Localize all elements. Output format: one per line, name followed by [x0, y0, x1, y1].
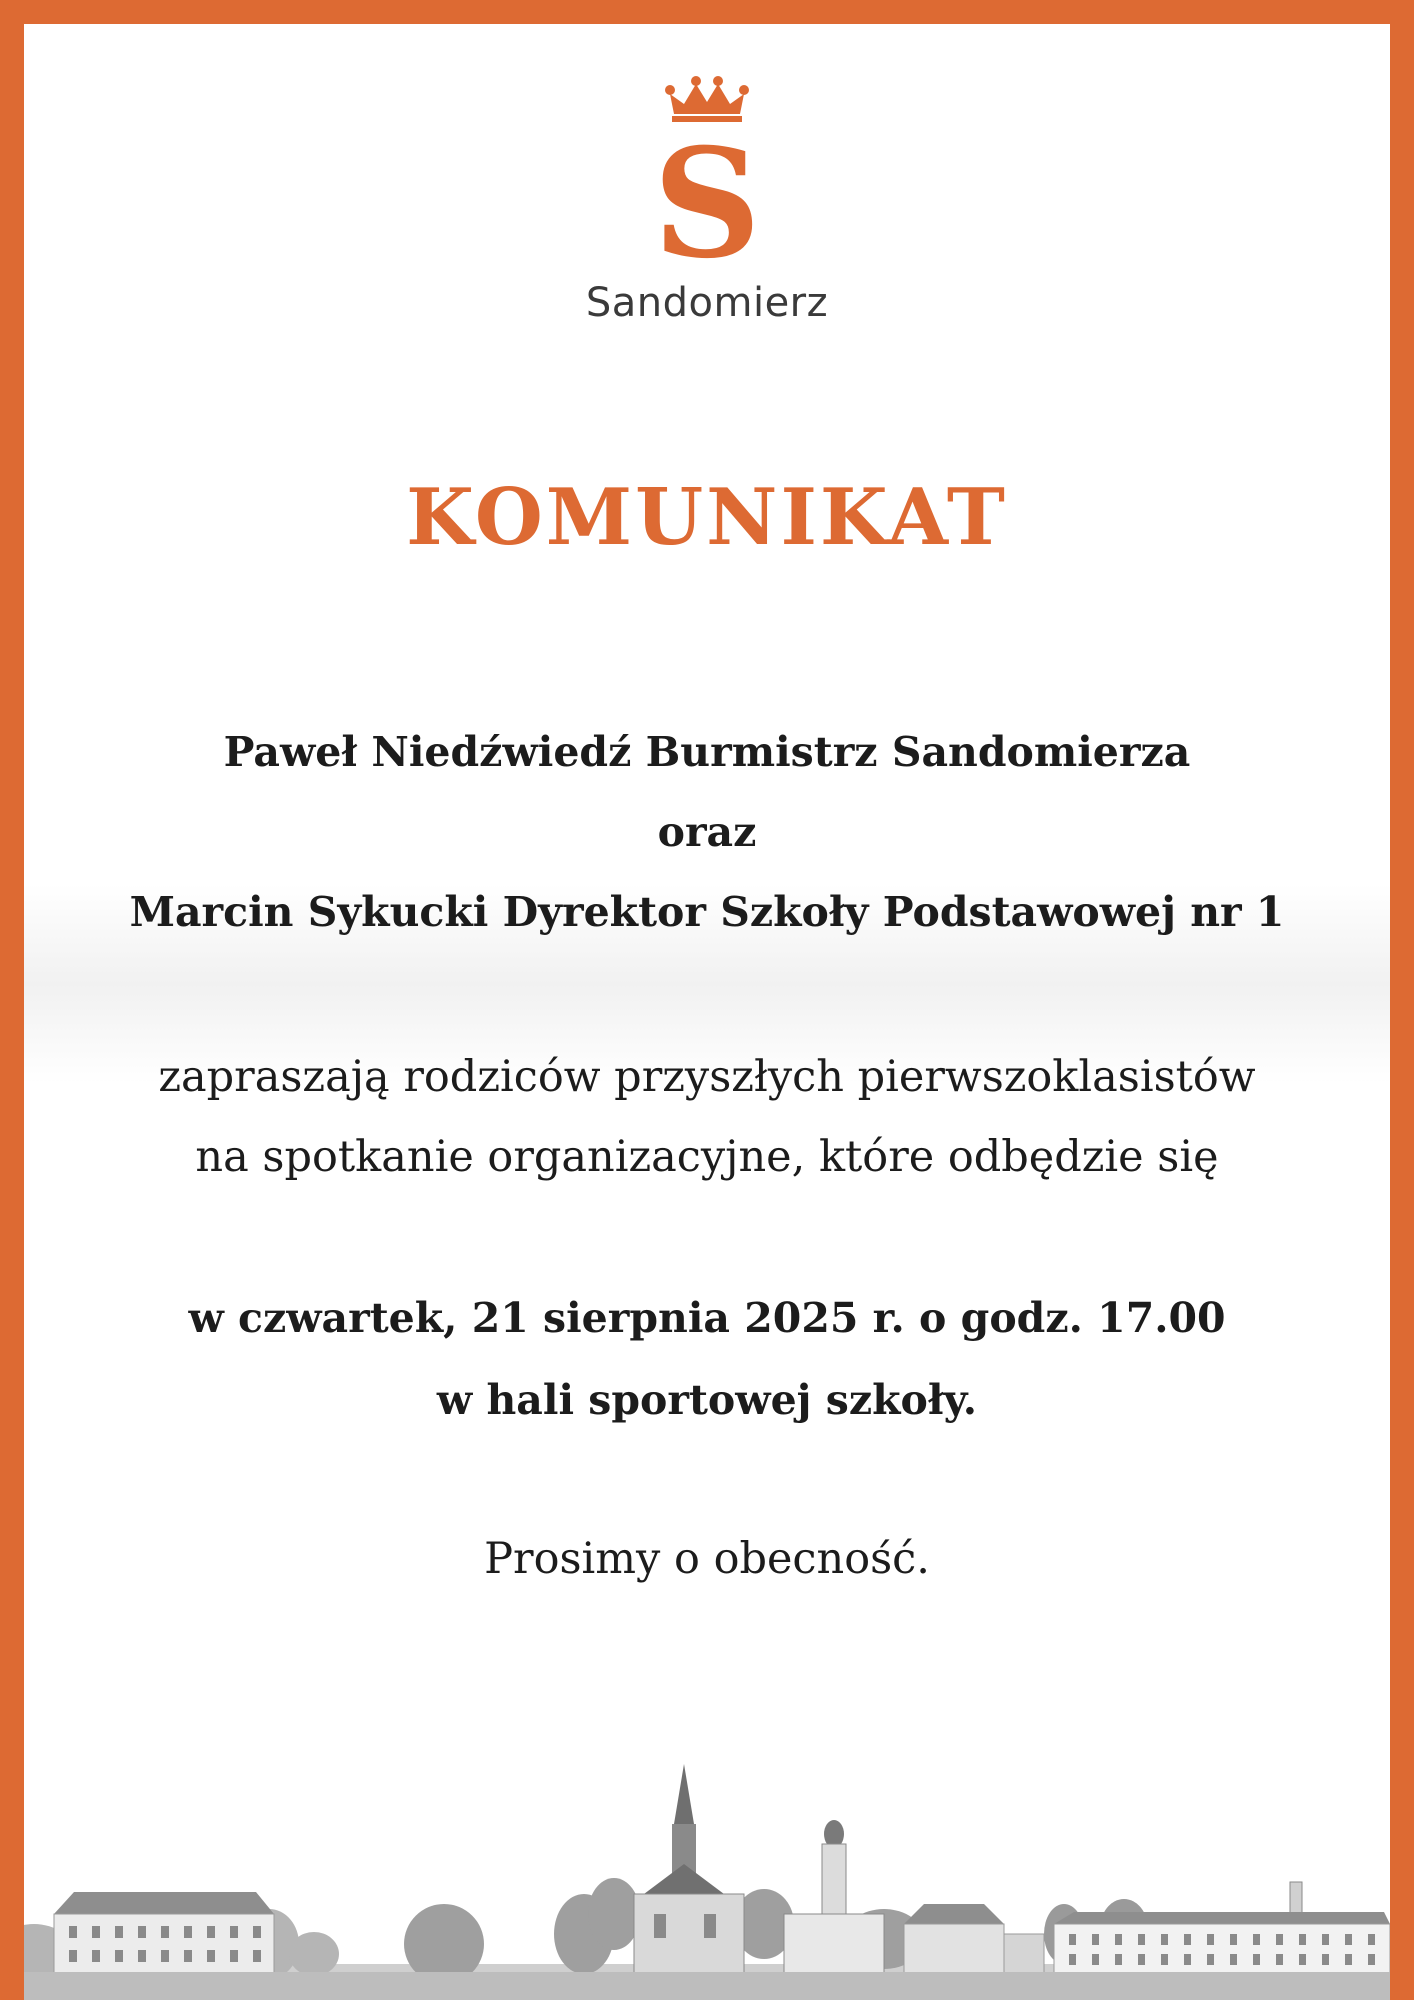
meeting-place-line: w hali sportowej szkoły.	[436, 1376, 978, 1424]
city-logo	[24, 74, 1390, 264]
svg-text:S: S	[652, 116, 762, 264]
invitation-line-2: na spotkanie organizacyjne, które odbędzie się	[195, 1132, 1219, 1182]
organizer-line-2: oraz	[657, 808, 757, 856]
organizer-line-3: Marcin Sykucki Dyrektor Szkoły Podstawowej nr 1	[129, 888, 1285, 936]
city-name: Sandomierz	[585, 280, 829, 326]
headline: KOMUNIKAT	[406, 472, 1008, 563]
meeting-date-line: w czwartek, 21 sierpnia 2025 r. o godz. 17.00	[188, 1294, 1226, 1342]
city-skyline-illustration	[24, 1764, 1390, 2000]
invitation-line-1: zapraszają rodziców przyszłych pierwszoklasistów	[158, 1052, 1256, 1102]
organizer-line-1: Paweł Niedźwiedź Burmistrz Sandomierza	[223, 728, 1191, 776]
closing-line: Prosimy o obecność.	[484, 1534, 930, 1584]
crowned-s-icon	[652, 74, 762, 264]
poster-sheet	[24, 24, 1390, 2000]
